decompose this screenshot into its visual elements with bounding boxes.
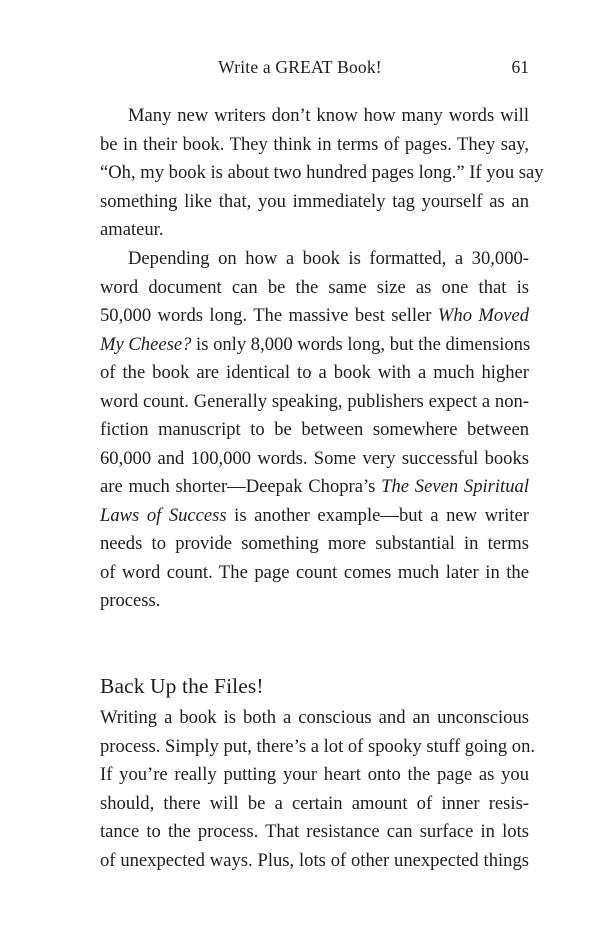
text-line: be in their book. They think in terms of pages. They say, <box>100 133 529 155</box>
paragraph-back-up <box>100 704 536 875</box>
text-line: process. Simply put, there’s a lot of spooky stuff going on. <box>100 735 536 757</box>
running-title: Write a GREAT Book! <box>218 57 382 77</box>
text-line: amateur. <box>100 219 164 240</box>
running-head <box>0 57 600 81</box>
book-title-italic: My Cheese? <box>100 333 192 355</box>
text-line: of unexpected ways. Plus, lots of other unexpected things <box>100 849 529 871</box>
text-run: 50,000 words long. The massive best seller <box>100 305 438 326</box>
book-title-italic: Who Moved <box>437 305 529 326</box>
book-title-italic: Laws of Success <box>100 504 227 526</box>
paragraph-formatting <box>100 245 529 616</box>
text-line: needs to provide something more substantial in terms <box>100 533 529 554</box>
text-run: is another example—but a new writer <box>226 504 529 526</box>
text-line <box>100 502 529 531</box>
text-line: Many new writers don’t know how many words will <box>128 105 529 126</box>
text-line: something like that, you immediately tag yourself as an <box>100 190 529 212</box>
text-line <box>100 302 529 331</box>
text-line: If you’re really putting your heart onto the page as you <box>100 764 529 785</box>
text-run: is only 8,000 words long, but the dimensions <box>191 333 531 355</box>
text-line: should, there will be a certain amount of inner resis- <box>100 792 529 814</box>
text-line: of the book are identical to a book with a much higher <box>100 362 529 383</box>
text-line: word count. Generally speaking, publishers expect a non- <box>100 390 529 412</box>
text-line: “Oh, my book is about two hundred pages long.” If you say <box>100 162 544 183</box>
text-line: Depending on how a book is formatted, a 30,000- <box>128 248 529 269</box>
text-line <box>100 473 529 502</box>
text-line: word document can be the same size as one that is <box>100 276 529 298</box>
text-line <box>100 331 529 360</box>
text-line: Writing a book is both a conscious and an unconscious <box>100 707 529 728</box>
page-number: 61 <box>511 57 529 77</box>
section-heading: Back Up the Files! <box>100 674 264 698</box>
text-run: are much shorter—Deepak Chopra’s <box>100 476 382 497</box>
paragraph-word-count-intro <box>100 102 544 245</box>
text-line: tance to the process. That resistance can surface in lots <box>100 821 529 842</box>
text-line: process. <box>100 590 161 611</box>
text-line: 60,000 and 100,000 words. Some very successful books <box>100 447 529 469</box>
text-line: of word count. The page count comes much later in the <box>100 561 529 583</box>
book-title-italic: The Seven Spiritual <box>381 476 529 497</box>
text-line: fiction manuscript to be between somewhere between <box>100 419 529 440</box>
